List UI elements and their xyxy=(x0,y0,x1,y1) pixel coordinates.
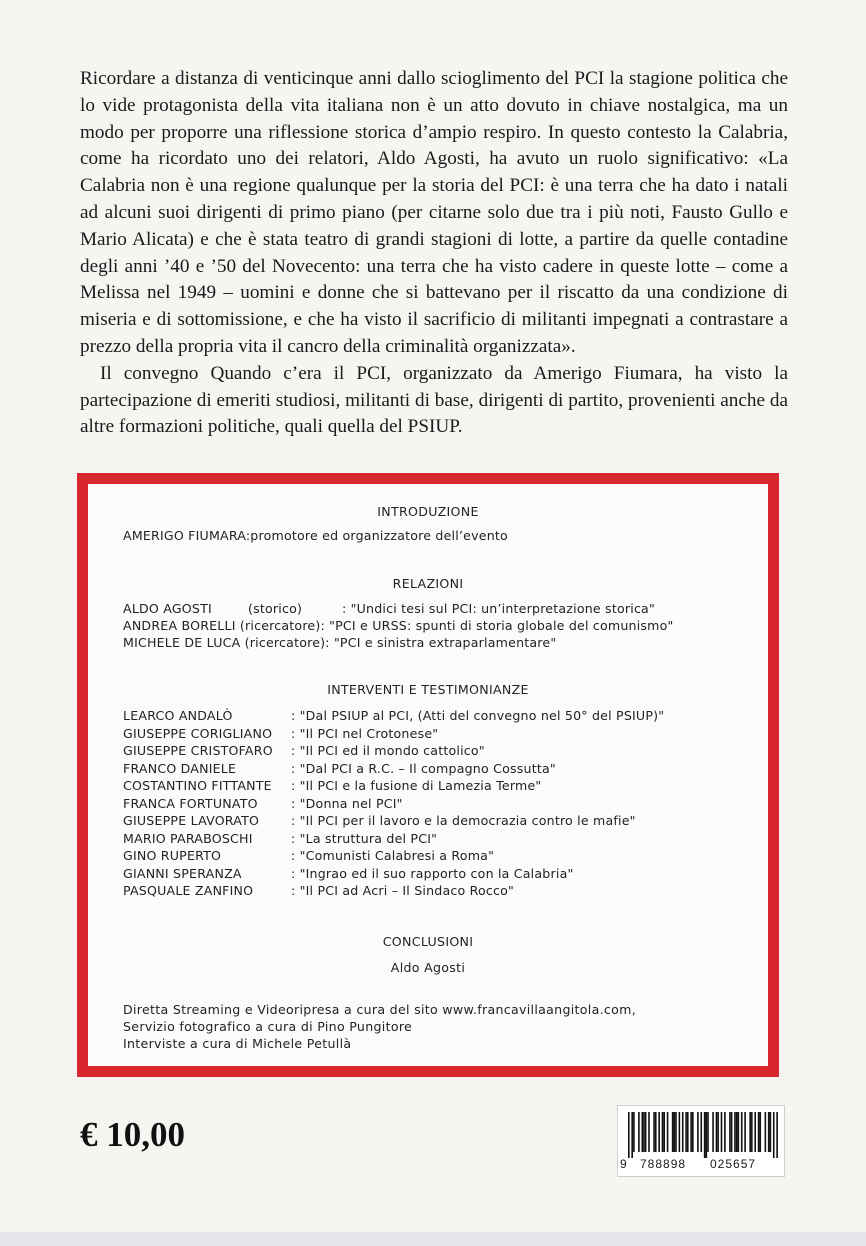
relazione-role: (ricercatore) xyxy=(239,618,321,633)
list-item xyxy=(123,813,636,828)
barcode-bar xyxy=(721,1112,723,1152)
barcode-bar xyxy=(645,1112,647,1152)
list-item xyxy=(123,778,541,793)
barcode-bar xyxy=(675,1112,677,1152)
barcode-bar xyxy=(716,1112,718,1152)
barcode-bar xyxy=(687,1112,689,1152)
barcode-bar xyxy=(653,1112,655,1152)
page-edge xyxy=(0,1232,866,1246)
list-item xyxy=(123,866,573,881)
barcode-bar xyxy=(758,1112,760,1152)
intervento-talk: : "Il PCI nel Crotonese" xyxy=(291,725,439,741)
barcode-bar xyxy=(641,1112,643,1152)
barcode-bar xyxy=(744,1112,746,1152)
intervento-name: PASQUALE ZANFINO xyxy=(123,883,254,898)
intervento-name: FRANCO DANIELE xyxy=(123,760,237,776)
intervento-talk: : "Il PCI e la fusione di Lamezia Terme" xyxy=(291,778,542,793)
list-item xyxy=(123,761,556,776)
barcode-bar xyxy=(729,1112,731,1152)
intervento-talk: : "Dal PSIUP al PCI, (Atti del convegno nel 50° del PSIUP)" xyxy=(291,708,665,723)
barcode-bar xyxy=(672,1112,674,1152)
intervento-name: GINO RUPERTO xyxy=(123,848,222,863)
relazione-row xyxy=(123,601,655,616)
relazione-role: (storico) xyxy=(248,601,303,616)
intervento-talk: : "La struttura del PCI" xyxy=(291,830,438,846)
barcode-bar xyxy=(658,1112,660,1152)
barcode xyxy=(617,1105,785,1177)
barcode-bar xyxy=(754,1112,756,1152)
barcode-bar xyxy=(773,1112,775,1158)
barcode-bar xyxy=(706,1112,708,1158)
barcode-bar xyxy=(734,1112,736,1152)
barcode-bar xyxy=(663,1112,665,1152)
barcode-bar xyxy=(685,1112,687,1152)
barcode-bar xyxy=(776,1112,778,1158)
intervento-talk: : "Dal PCI a R.C. – Il compagno Cossutta" xyxy=(291,760,556,776)
intervento-talk: : "Il PCI ed il mondo cattolico" xyxy=(291,743,485,758)
relazione-name: ALDO AGOSTI xyxy=(123,601,212,616)
relazione-row xyxy=(123,618,674,633)
barcode-bar xyxy=(674,1112,676,1152)
barcode-bar xyxy=(770,1112,772,1152)
price-label: € 10,00 xyxy=(80,1115,185,1154)
list-item xyxy=(123,796,403,811)
intervento-talk: : "Il PCI ad Acri – Il Sindaco Rocco" xyxy=(291,883,515,898)
credit-streaming: Diretta Streaming e Videoripresa a cura del sito www.francavillaangitola.com, xyxy=(123,1002,637,1017)
intervento-name: GIANNI SPERANZA xyxy=(123,865,242,881)
barcode-bar xyxy=(648,1112,650,1152)
barcode-bar xyxy=(643,1112,645,1152)
barcode-group-2: 025657 xyxy=(710,1157,757,1171)
barcode-bars xyxy=(628,1112,778,1158)
section-title-interventi: INTERVENTI E TESTIMONIANZE xyxy=(327,682,529,697)
barcode-bar xyxy=(700,1112,702,1152)
barcode-bar xyxy=(724,1112,726,1152)
list-item xyxy=(123,831,437,846)
barcode-bar xyxy=(738,1112,740,1152)
relazione-talk: : "PCI e URSS: spunti di storia globale del comunismo" xyxy=(320,618,674,633)
barcode-bar xyxy=(679,1112,681,1152)
intervento-talk: : "Comunisti Calabresi a Roma" xyxy=(291,848,495,863)
relazione-talk: : "PCI e sinistra extraparlamentare" xyxy=(325,635,557,650)
barcode-bar xyxy=(712,1112,714,1152)
credit-photo: Servizio fotografico a cura di Pino Pungitore xyxy=(123,1019,413,1034)
list-item xyxy=(123,726,438,741)
barcode-bar xyxy=(741,1112,743,1152)
barcode-bar xyxy=(751,1112,753,1152)
relazione-role: (ricercatore) xyxy=(244,635,326,650)
intervento-talk: : "Il PCI per il lavoro e la democrazia contro le mafie" xyxy=(291,813,636,828)
barcode-bar xyxy=(759,1112,761,1152)
section-title-introduzione: INTRODUZIONE xyxy=(377,504,479,519)
barcode-bar xyxy=(731,1112,733,1152)
intervento-talk: : "Ingrao ed il suo rapporto con la Calabria" xyxy=(291,865,574,881)
barcode-bar xyxy=(704,1112,706,1158)
section-title-conclusioni: CONCLUSIONI xyxy=(382,934,474,949)
intervento-talk: : "Donna nel PCI" xyxy=(291,795,403,811)
barcode-bar xyxy=(682,1112,684,1152)
barcode-bar xyxy=(667,1112,669,1152)
barcode-bar xyxy=(749,1112,751,1152)
intervento-name: MARIO PARABOSCHI xyxy=(123,830,253,846)
intervento-name: GIUSEPPE CORIGLIANO xyxy=(123,725,273,741)
barcode-bar xyxy=(765,1112,767,1152)
section-title-relazioni: RELAZIONI xyxy=(392,576,464,591)
intervento-name: FRANCA FORTUNATO xyxy=(123,795,258,811)
credit-interviews: Interviste a cura di Michele Petullà xyxy=(123,1036,352,1051)
introduzione-line: AMERIGO FIUMARA:promotore ed organizzatore dell’evento xyxy=(123,528,508,543)
relazione-row xyxy=(123,635,556,650)
barcode-bar xyxy=(692,1112,694,1152)
relazione-name: ANDREA BORELLI xyxy=(123,618,236,633)
intro-text xyxy=(80,66,788,441)
list-item xyxy=(123,883,514,898)
barcode-bar xyxy=(690,1112,692,1152)
intervento-name: GIUSEPPE CRISTOFARO xyxy=(123,743,273,758)
program-box xyxy=(77,473,779,1077)
list-item xyxy=(123,743,485,758)
barcode-bar xyxy=(638,1112,640,1152)
barcode-bar xyxy=(736,1112,738,1152)
list-item xyxy=(123,708,664,723)
barcode-bar xyxy=(655,1112,657,1152)
barcode-bar xyxy=(768,1112,770,1152)
barcode-bar xyxy=(631,1112,633,1158)
barcode-prefix: 9 xyxy=(620,1157,627,1171)
barcode-bar xyxy=(697,1112,699,1152)
barcode-bar xyxy=(717,1112,719,1152)
barcode-bar xyxy=(628,1112,630,1158)
intro-paragraph-1: Ricordare a distanza di venticinque anni dallo scioglimento del PCI la stagione politica che lo vide protagonista della vita italiana non è un atto dovuto in chiave nostalgica, ma un modo per proporre una riflessione storica d’ampio respiro. In questo contesto la Calabria, come ha ricordato uno dei relatori, Aldo Agosti, ha avuto un ruolo significativo: «La Calabria non è una regione qualunque per la storia del PCI: è una terra che ha dato i natali ad alcuni suoi dirigenti di primo piano (per citarne solo due tra i più noti, Fausto Gullo e Mario Alicata) e che è stata teatro di grandi stagioni di lotte, a partire da quelle contadine degli anni ’40 e ’50 del Novecento: una terra che ha visto cadere in queste lotte – come a Melissa nel 1949 – uomini e donne che si battevano per il riscatto da una condizione di miseria e di sottomissione, e che ha visto il sacrificio di militanti impegnati a contrastare a prezzo della propria vita il cancro della criminalità organizzata». xyxy=(80,68,788,357)
relazione-talk: : "Undici tesi sul PCI: un’interpretazione storica" xyxy=(342,601,655,616)
barcode-bar xyxy=(707,1112,709,1152)
relazione-name: MICHELE DE LUCA xyxy=(123,635,241,650)
barcode-bar xyxy=(662,1112,664,1152)
intro-paragraph-2: Il convegno Quando c’era il PCI, organizzato da Amerigo Fiumara, ha visto la partecipazione di emeriti studiosi, militanti di base, dirigenti di partito, provenienti anche da altre formazioni politiche, quali quella del PSIUP. xyxy=(80,362,788,438)
intervento-name: LEARCO ANDALÒ xyxy=(123,708,233,723)
conclusioni-name: Aldo Agosti xyxy=(390,960,466,975)
list-item xyxy=(123,848,494,863)
barcode-group-1: 788898 xyxy=(640,1157,687,1171)
intervento-name: GIUSEPPE LAVORATO xyxy=(123,813,260,828)
barcode-bar xyxy=(633,1112,635,1152)
intervento-name: COSTANTINO FITTANTE xyxy=(123,778,272,793)
